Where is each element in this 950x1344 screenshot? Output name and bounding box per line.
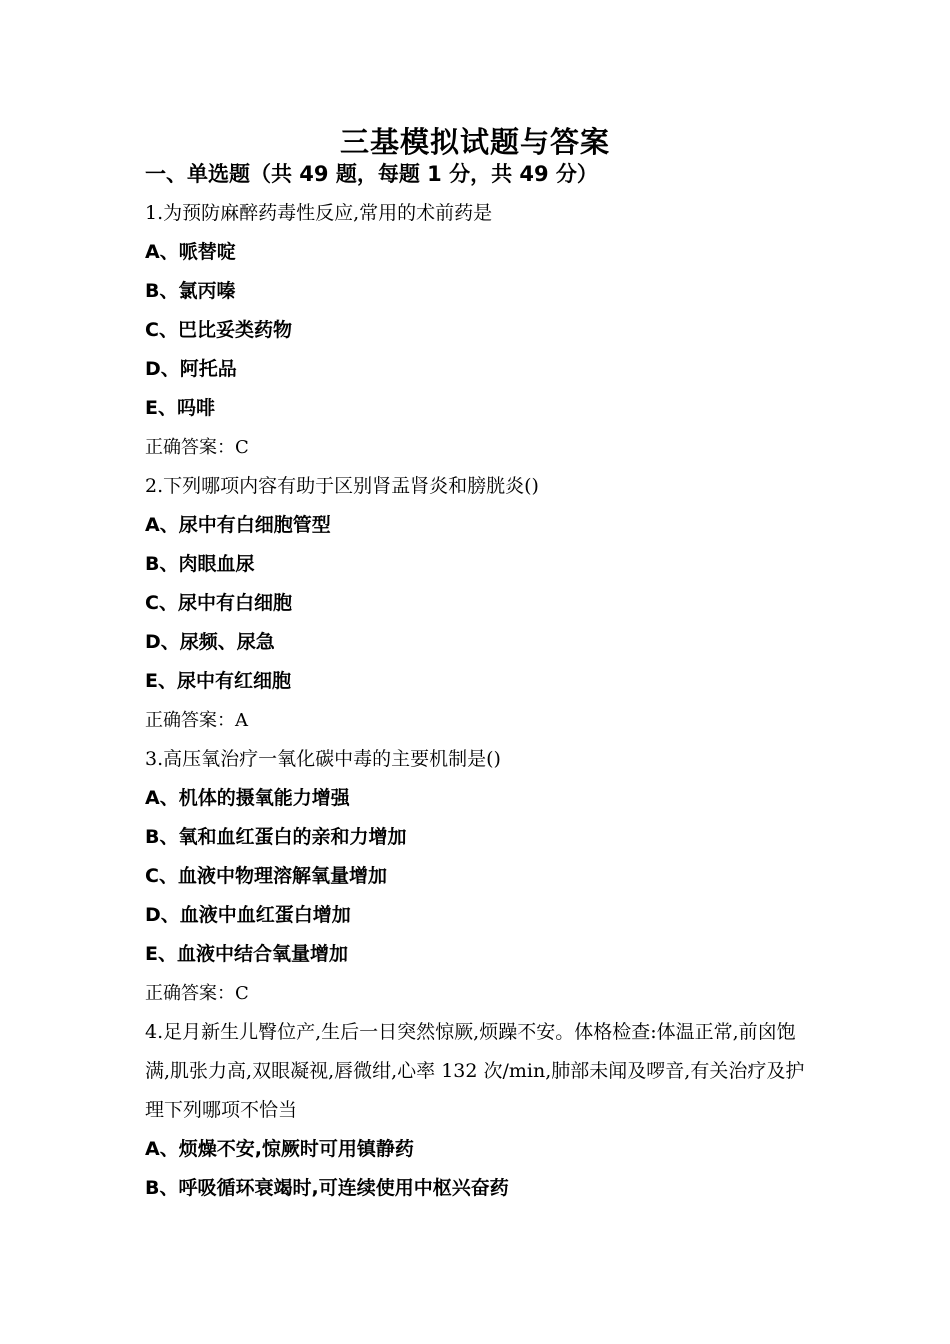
option-b: B、肉眼血尿 <box>145 553 255 575</box>
option-b: B、氧和血红蛋白的亲和力增加 <box>145 826 407 848</box>
option-c: C、巴比妥类药物 <box>145 319 292 341</box>
option-list <box>145 233 815 428</box>
option-e: E、吗啡 <box>145 397 215 419</box>
correct-answer: 正确答案：C <box>145 437 249 458</box>
question-2 <box>145 467 815 740</box>
option-b: B、氯丙嗪 <box>145 280 236 302</box>
option-list <box>145 779 815 974</box>
option-list <box>145 506 815 701</box>
question-stem: 4.足月新生儿臀位产,生后一日突然惊厥,烦躁不安。体格检查:体温正常,前囟饱满,肌张力高,双眼凝视,唇微绀,心率 132 次/min,肺部未闻及啰音,有关治疗及护理下列哪项不恰当 <box>145 1021 805 1121</box>
option-e: E、血液中结合氧量增加 <box>145 943 348 965</box>
question-1 <box>145 194 815 467</box>
question-3 <box>145 740 815 1013</box>
question-4 <box>145 1013 815 1208</box>
option-a: A、尿中有白细胞管型 <box>145 514 331 536</box>
option-c: C、血液中物理溶解氧量增加 <box>145 865 387 887</box>
question-stem: 2.下列哪项内容有助于区别肾盂肾炎和膀胱炎() <box>145 475 539 497</box>
correct-answer: 正确答案：A <box>145 710 248 731</box>
question-stem: 3.高压氧治疗一氧化碳中毒的主要机制是() <box>145 748 501 770</box>
option-a: A、机体的摄氧能力增强 <box>145 787 350 809</box>
document-title: 三基模拟试题与答案 <box>339 125 610 160</box>
option-list <box>145 1130 815 1208</box>
option-d: D、尿频、尿急 <box>145 631 275 653</box>
correct-answer: 正确答案：C <box>145 983 249 1004</box>
document-body <box>145 160 815 1208</box>
option-c: C、尿中有白细胞 <box>145 592 292 614</box>
option-e: E、尿中有红细胞 <box>145 670 291 692</box>
question-stem: 1.为预防麻醉药毒性反应,常用的术前药是 <box>145 202 493 224</box>
section-heading: 一、单选题（共 49 题，每题 1 分，共 49 分） <box>145 162 598 186</box>
option-d: D、血液中血红蛋白增加 <box>145 904 351 926</box>
option-b: B、呼吸循环衰竭时,可连续使用中枢兴奋药 <box>145 1177 509 1199</box>
option-d: D、阿托品 <box>145 358 237 380</box>
option-a: A、哌替啶 <box>145 241 236 263</box>
option-a: A、烦燥不安,惊厥时可用镇静药 <box>145 1138 414 1160</box>
